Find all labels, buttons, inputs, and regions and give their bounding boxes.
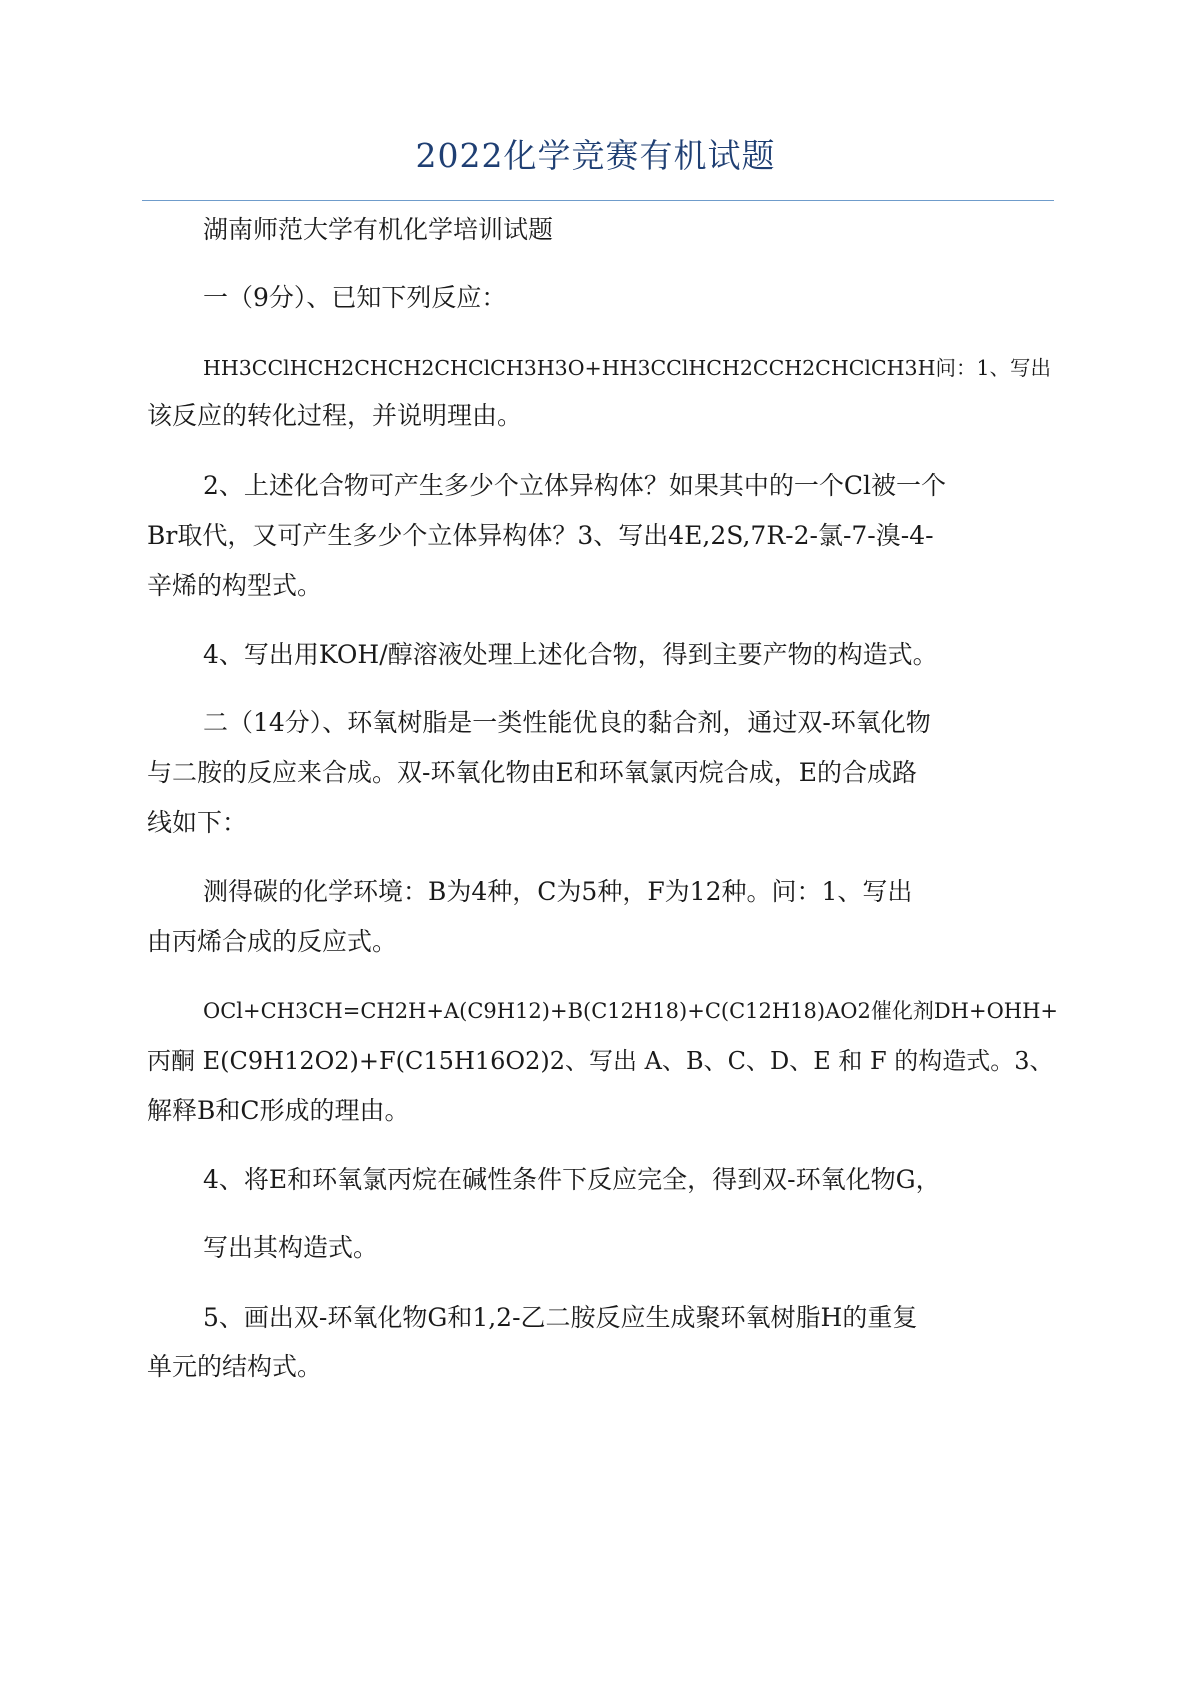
paragraph-line: 解释B和C形成的理由。	[147, 1096, 410, 1125]
question-1-heading: 一（9分）、已知下列反应：	[203, 283, 507, 312]
paragraph-line: 4、写出用KOH/醇溶液处理上述化合物，得到主要产物的构造式。	[203, 640, 938, 669]
paragraph-line: 丙酮 E(C9H12O2)+F(C15H16O2)2、写出 A、B、C、D、E 和 F 的构造式。3、	[147, 1047, 1054, 1075]
question-2-heading: 二（14分）、环氧树脂是一类性能优良的黏合剂，通过双-环氧化物	[203, 708, 931, 737]
paragraph-line: 该反应的转化过程，并说明理由。	[147, 401, 523, 430]
title-divider	[142, 200, 1054, 201]
paragraph-line: 辛烯的构型式。	[147, 571, 323, 600]
paragraph-line: 与二胺的反应来合成。双-环氧化物由E和环氧氯丙烷合成，E的合成路	[147, 758, 917, 787]
paragraph-line: OCl+CH3CH=CH2H+A(C9H12)+B(C12H18)+C(C12H18)AO2催化剂DH+OHH+	[203, 999, 1059, 1023]
paragraph-line: 2、上述化合物可产生多少个立体异构体？如果其中的一个Cl被一个	[203, 471, 947, 500]
paragraph-line: Br取代，又可产生多少个立体异构体？3、写出4E,2S,7R-2-氯-7-溴-4-	[147, 521, 934, 550]
document-title: 2022化学竞赛有机试题	[415, 136, 776, 175]
paragraph-line: 5、画出双-环氧化物G和1,2-乙二胺反应生成聚环氧树脂H的重复	[203, 1303, 918, 1332]
paragraph-line: 4、将E和环氧氯丙烷在碱性条件下反应完全，得到双-环氧化物G，	[203, 1165, 941, 1194]
paragraph-line: 单元的结构式。	[147, 1352, 323, 1381]
subtitle-line: 湖南师范大学有机化学培训试题	[203, 215, 554, 244]
paragraph-line: 由丙烯合成的反应式。	[147, 927, 398, 956]
paragraph-line: 写出其构造式。	[203, 1233, 379, 1262]
paragraph-line: 线如下：	[147, 808, 248, 837]
paragraph-line: HH3CClHCH2CHCH2CHClCH3H3O+HH3CClHCH2CCH2CHClCH3H问：1、写出	[203, 356, 1052, 380]
paragraph-line: 测得碳的化学环境：B为4种，C为5种，F为12种。问：1、写出	[203, 877, 913, 906]
